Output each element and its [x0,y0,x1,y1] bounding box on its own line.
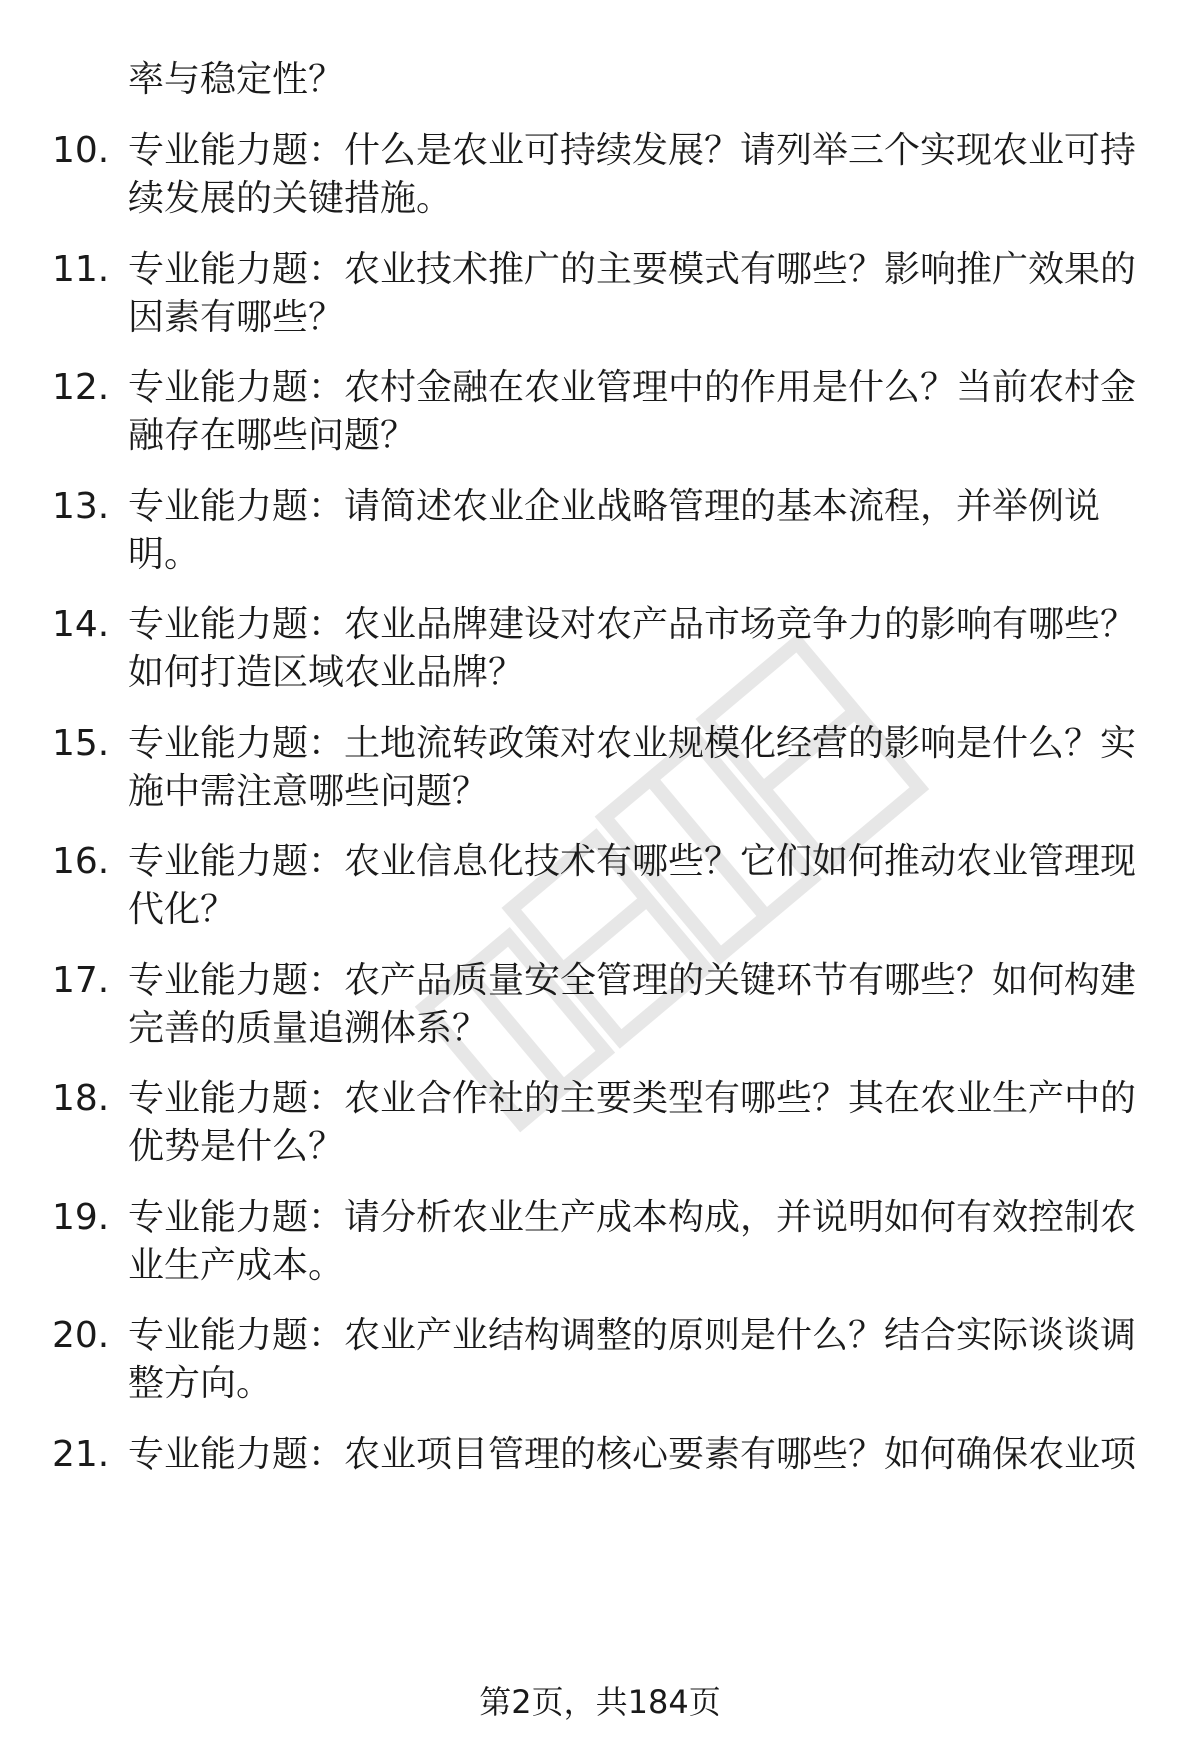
question-text-line: 专业能力题：农产品质量安全管理的关键环节有哪些？如何构建 [128,960,1137,1001]
question-text-line: 专业能力题：土地流转政策对农业规模化经营的影响是什么？实 [128,723,1137,764]
question-text-continuation: 如何打造区域农业品牌？ [128,652,525,693]
question-text-continuation: 代化？ [128,889,237,930]
question-number: 19. [52,1197,110,1238]
question-text-line: 专业能力题：农业信息化技术有哪些？它们如何推动农业管理现 [128,841,1137,882]
question-number: 15. [52,723,110,764]
page-number-footer: 第2页，共184页 [479,1683,721,1721]
question-text-continuation: 施中需注意哪些问题？ [128,771,489,812]
question-text-line: 专业能力题：农业品牌建设对农产品市场竞争力的影响有哪些？ [128,604,1137,645]
question-number: 12. [52,367,110,408]
question-text-continuation: 因素有哪些？ [128,297,345,338]
question-text-continuation: 明。 [128,534,201,575]
question-text-continuation: 融存在哪些问题？ [128,415,417,456]
question-number: 17. [52,960,110,1001]
question-number: 11. [52,249,110,290]
leading-continuation-line: 率与稳定性？ [128,59,345,100]
question-text-continuation: 完善的质量追溯体系？ [128,1008,489,1049]
question-text-continuation: 优势是什么？ [128,1126,345,1167]
question-number: 14. [52,604,110,645]
question-text-line: 专业能力题：农业产业结构调整的原则是什么？结合实际谈谈调 [128,1315,1137,1356]
question-text-line: 专业能力题：请分析农业生产成本构成，并说明如何有效控制农 [128,1197,1137,1238]
question-text-line: 专业能力题：农业项目管理的核心要素有哪些？如何确保农业项 [128,1434,1137,1475]
question-number: 16. [52,841,110,882]
question-number: 21. [52,1434,110,1475]
question-text-line: 专业能力题：农村金融在农业管理中的作用是什么？当前农村金 [128,367,1137,408]
question-text-continuation: 业生产成本。 [128,1245,345,1286]
question-number: 10. [52,130,110,171]
question-text-continuation: 整方向。 [128,1363,273,1404]
question-text-line: 专业能力题：农业合作社的主要类型有哪些？其在农业生产中的 [128,1078,1137,1119]
question-text-line: 专业能力题：农业技术推广的主要模式有哪些？影响推广效果的 [128,249,1137,290]
question-text-continuation: 续发展的关键措施。 [128,178,453,219]
question-text-line: 专业能力题：什么是农业可持续发展？请列举三个实现农业可持 [128,130,1137,171]
question-number: 20. [52,1315,110,1356]
question-text-line: 专业能力题：请简述农业企业战略管理的基本流程，并举例说 [128,486,1101,527]
question-number: 18. [52,1078,110,1119]
question-number: 13. [52,486,110,527]
